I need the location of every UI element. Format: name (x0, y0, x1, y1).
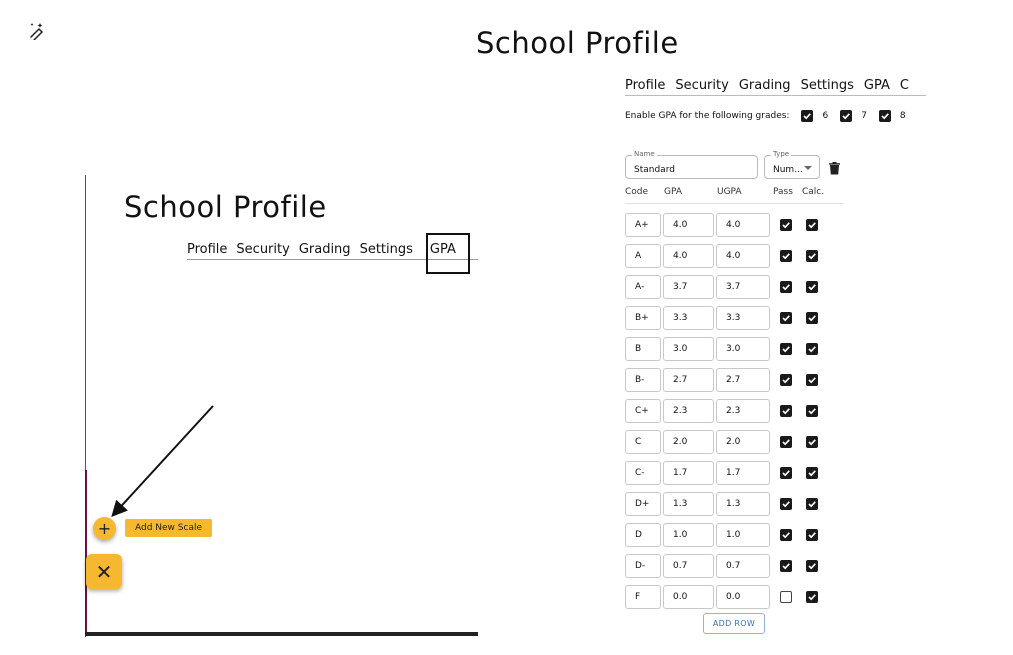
column-header-calc: Calc. (802, 187, 825, 197)
table-row (625, 337, 855, 361)
column-header-code: Code (625, 187, 649, 197)
inset-tab-settings[interactable]: Settings (359, 242, 413, 257)
name-field-value: Standard (634, 165, 675, 175)
type-field-label: Type (773, 150, 790, 158)
page-title: School Profile (476, 26, 679, 60)
column-header-gpa: GPA (664, 187, 682, 197)
calc-checkbox-checked-icon[interactable] (806, 498, 818, 510)
scale-type-select[interactable] (764, 150, 820, 179)
gpa-value-input[interactable]: 3.0 (663, 337, 714, 361)
grade-option-6[interactable] (801, 110, 828, 122)
gpa-tab-highlight-box (426, 233, 470, 274)
pass-checkbox-checked-icon[interactable] (780, 312, 792, 324)
tab-bar (625, 74, 926, 96)
delete-row-button[interactable] (829, 373, 840, 386)
calc-checkbox-checked-icon[interactable] (806, 591, 818, 603)
calc-checkbox-checked-icon[interactable] (806, 529, 818, 541)
add-new-scale-tooltip: Add New Scale (125, 519, 212, 537)
name-field-label: Name (634, 150, 655, 158)
grade-label: 7 (861, 111, 867, 121)
grade-code-input[interactable]: D (625, 523, 661, 547)
pass-checkbox-unchecked-icon[interactable] (780, 591, 792, 603)
tab-gpa[interactable]: GPA (864, 78, 890, 96)
gpa-value-input[interactable]: 0.7 (663, 554, 714, 578)
delete-row-button[interactable] (829, 466, 840, 479)
pass-checkbox-checked-icon[interactable] (780, 560, 792, 572)
table-row (625, 368, 855, 392)
column-header-pass: Pass (773, 187, 793, 197)
add-scale-fab[interactable] (93, 517, 116, 540)
grade-code-input[interactable]: C+ (625, 399, 661, 423)
table-row (625, 585, 855, 609)
calc-checkbox-checked-icon[interactable] (806, 374, 818, 386)
ugpa-value-input[interactable]: 4.0 (716, 244, 770, 268)
calc-checkbox-checked-icon[interactable] (806, 281, 818, 293)
ugpa-value-input[interactable]: 3.7 (716, 275, 770, 299)
delete-row-button[interactable] (829, 218, 840, 231)
gpa-enable-label: Enable GPA for the following grades: (625, 111, 790, 121)
tab-truncated[interactable]: C (899, 78, 909, 93)
pass-checkbox-checked-icon[interactable] (780, 405, 792, 417)
ugpa-value-input[interactable]: 0.7 (716, 554, 770, 578)
trash-icon (829, 162, 840, 175)
calc-checkbox-checked-icon[interactable] (806, 405, 818, 417)
inset-tab-profile[interactable]: Profile (187, 242, 228, 257)
grade-option-7[interactable] (840, 110, 867, 122)
checkbox-checked-icon[interactable] (879, 110, 891, 122)
gpa-value-input[interactable]: 2.3 (663, 399, 714, 423)
gpa-value-input[interactable]: 2.0 (663, 430, 714, 454)
add-row-button[interactable]: ADD ROW (703, 613, 765, 634)
delete-row-button[interactable] (829, 404, 840, 417)
gpa-value-input[interactable]: 3.7 (663, 275, 714, 299)
pass-checkbox-checked-icon[interactable] (780, 281, 792, 293)
grade-code-input[interactable]: D- (625, 554, 661, 578)
gpa-value-input[interactable]: 3.3 (663, 306, 714, 330)
gpa-value-input[interactable]: 4.0 (663, 213, 714, 237)
calc-checkbox-checked-icon[interactable] (806, 219, 818, 231)
grade-code-input[interactable]: A- (625, 275, 661, 299)
table-row (625, 523, 855, 547)
delete-row-button[interactable] (829, 528, 840, 541)
type-field-value: Num... (773, 165, 803, 175)
grade-code-input[interactable]: A+ (625, 213, 661, 237)
ugpa-value-input[interactable]: 0.0 (716, 585, 770, 609)
tab-profile[interactable]: Profile (625, 78, 666, 93)
delete-row-button[interactable] (829, 342, 840, 355)
pass-checkbox-checked-icon[interactable] (780, 219, 792, 231)
delete-row-button[interactable] (829, 590, 840, 603)
table-row (625, 306, 855, 330)
inset-edge-accent (85, 470, 87, 635)
pass-checkbox-checked-icon[interactable] (780, 343, 792, 355)
inset-tab-grading[interactable]: Grading (298, 242, 351, 257)
checkbox-checked-icon[interactable] (840, 110, 852, 122)
gpa-value-input[interactable]: 1.7 (663, 461, 714, 485)
pass-checkbox-checked-icon[interactable] (780, 436, 792, 448)
magic-wand-icon[interactable] (27, 20, 47, 40)
grade-option-8[interactable] (879, 110, 906, 122)
pass-checkbox-checked-icon[interactable] (780, 529, 792, 541)
table-row (625, 213, 855, 237)
arrow-annotation-icon (100, 400, 220, 525)
ugpa-value-input[interactable]: 2.0 (716, 430, 770, 454)
pass-checkbox-checked-icon[interactable] (780, 250, 792, 262)
delete-row-button[interactable] (829, 249, 840, 262)
delete-row-button[interactable] (829, 559, 840, 572)
grade-code-input[interactable]: A (625, 244, 661, 268)
table-row (625, 554, 855, 578)
delete-scale-button[interactable] (829, 160, 840, 179)
calc-checkbox-checked-icon[interactable] (806, 250, 818, 262)
plus-icon: + (97, 519, 112, 538)
table-row (625, 244, 855, 268)
tab-security[interactable]: Security (675, 78, 729, 93)
calc-checkbox-checked-icon[interactable] (806, 312, 818, 324)
tabs-divider (625, 95, 926, 96)
inset-tab-security[interactable]: Security (236, 242, 290, 257)
scale-name-field[interactable] (625, 150, 758, 179)
grade-code-input[interactable]: C (625, 430, 661, 454)
grade-label: 6 (822, 111, 829, 121)
grade-code-input[interactable]: B- (625, 368, 661, 392)
inset-tab-gpa[interactable]: GPA (429, 242, 456, 257)
table-row (625, 492, 855, 516)
ugpa-value-input[interactable]: 2.7 (716, 368, 770, 392)
ugpa-value-input[interactable]: 1.3 (716, 492, 770, 516)
ugpa-value-input[interactable]: 1.0 (716, 523, 770, 547)
gpa-value-input[interactable]: 0.0 (663, 585, 714, 609)
delete-row-button[interactable] (829, 497, 840, 510)
ugpa-value-input[interactable]: 3.0 (716, 337, 770, 361)
delete-row-button[interactable] (829, 311, 840, 324)
inset-bottom-bar (85, 632, 478, 636)
pass-checkbox-checked-icon[interactable] (780, 467, 792, 479)
delete-row-button[interactable] (829, 435, 840, 448)
gpa-grades-row (625, 110, 906, 122)
header-divider (625, 203, 843, 204)
calc-checkbox-checked-icon[interactable] (806, 560, 818, 572)
grade-code-input[interactable]: B+ (625, 306, 661, 330)
table-row (625, 275, 855, 299)
gpa-value-input[interactable]: 4.0 (663, 244, 714, 268)
table-row (625, 461, 855, 485)
close-icon: ✕ (95, 559, 113, 584)
delete-row-button[interactable] (829, 280, 840, 293)
grade-code-input[interactable]: D+ (625, 492, 661, 516)
pass-checkbox-checked-icon[interactable] (780, 374, 792, 386)
tab-settings[interactable]: Settings (800, 78, 854, 93)
tab-grading[interactable]: Grading (738, 78, 791, 93)
inset-tab-bar (187, 238, 465, 257)
column-header-ugpa: UGPA (717, 187, 742, 197)
grade-code-input[interactable]: B (625, 337, 661, 361)
calc-checkbox-checked-icon[interactable] (806, 467, 818, 479)
table-row (625, 430, 855, 454)
inset-page-title: School Profile (124, 190, 327, 224)
gpa-value-input[interactable]: 2.7 (663, 368, 714, 392)
calc-checkbox-checked-icon[interactable] (806, 436, 818, 448)
ugpa-value-input[interactable]: 4.0 (716, 213, 770, 237)
grade-label: 8 (899, 111, 906, 121)
ugpa-value-input[interactable]: 2.3 (716, 399, 770, 423)
grade-code-input[interactable]: F (625, 585, 661, 609)
ugpa-value-input[interactable]: 1.7 (716, 461, 770, 485)
dropdown-caret-icon (804, 166, 812, 170)
calc-checkbox-checked-icon[interactable] (806, 343, 818, 355)
table-row (625, 399, 855, 423)
ugpa-value-input[interactable]: 3.3 (716, 306, 770, 330)
gpa-value-input[interactable]: 1.0 (663, 523, 714, 547)
checkbox-checked-icon[interactable] (801, 110, 813, 122)
close-fab-button[interactable] (86, 554, 122, 589)
grade-code-input[interactable]: C- (625, 461, 661, 485)
gpa-value-input[interactable]: 1.3 (663, 492, 714, 516)
pass-checkbox-checked-icon[interactable] (780, 498, 792, 510)
